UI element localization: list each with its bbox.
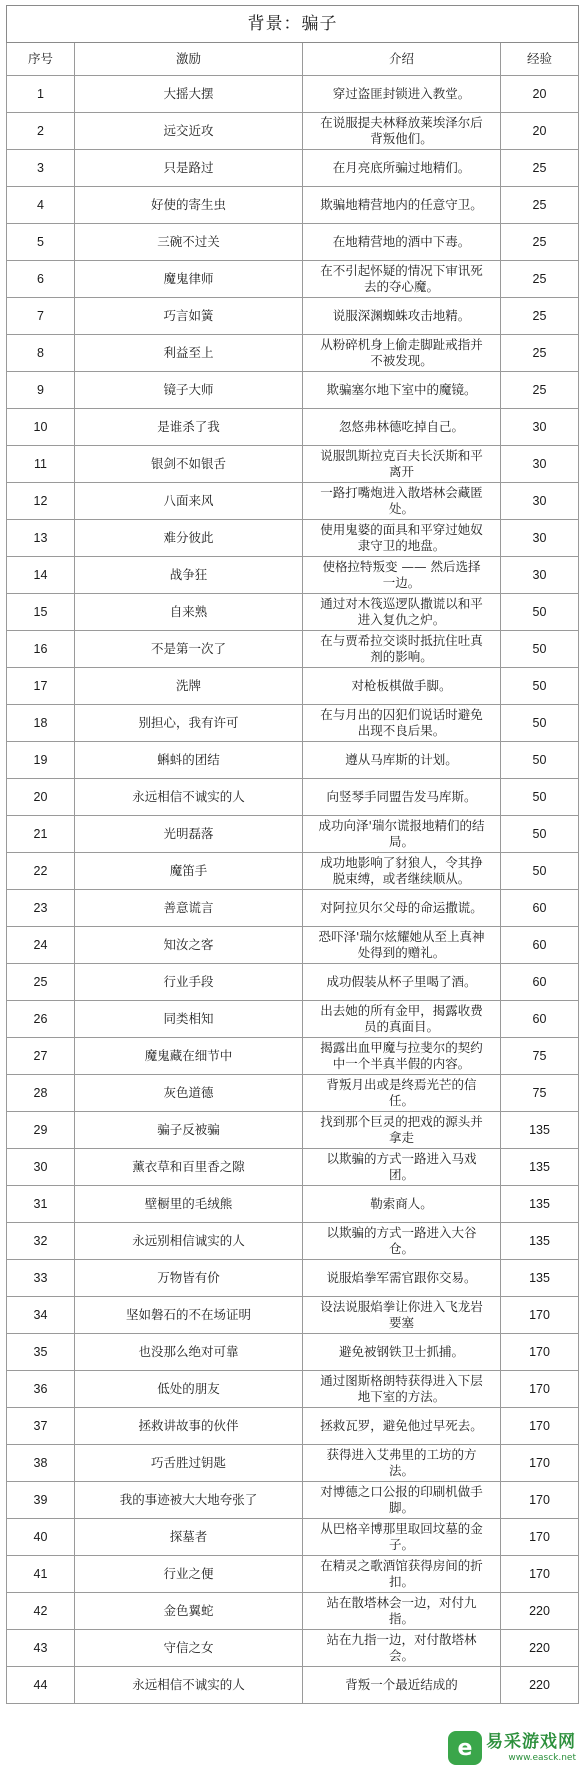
experience-value: 135: [501, 1149, 579, 1186]
achievement-name: 永远相信不诚实的人: [75, 779, 303, 816]
watermark-brand: 易采游戏网: [486, 1731, 576, 1752]
experience-value: 170: [501, 1334, 579, 1371]
achievement-description: 在地精营地的酒中下毒。: [303, 224, 501, 261]
achievement-description: 忽悠弗林德吃掉自己。: [303, 409, 501, 446]
achievement-name: 坚如磐石的不在场证明: [75, 1297, 303, 1334]
achievement-name: 战争狂: [75, 557, 303, 594]
row-index: 4: [7, 187, 75, 224]
site-watermark: [448, 1727, 576, 1769]
achievement-description: 避免被钢铁卫士抓捕。: [303, 1334, 501, 1371]
table-row: [7, 1075, 579, 1112]
row-index: 35: [7, 1334, 75, 1371]
row-index: 25: [7, 964, 75, 1001]
row-index: 39: [7, 1482, 75, 1519]
achievement-description: 背叛月出或是终焉光芒的信任。: [303, 1075, 501, 1112]
achievement-description: 设法说服焰拳让你进入飞龙岩要塞: [303, 1297, 501, 1334]
row-index: 17: [7, 668, 75, 705]
achievement-name: 行业手段: [75, 964, 303, 1001]
experience-value: 220: [501, 1593, 579, 1630]
achievement-description: 在不引起怀疑的情况下审讯死去的夺心魔。: [303, 261, 501, 298]
achievement-description: 勒索商人。: [303, 1186, 501, 1223]
experience-value: 25: [501, 150, 579, 187]
table-row: [7, 409, 579, 446]
row-index: 16: [7, 631, 75, 668]
achievement-name: 魔鬼藏在细节中: [75, 1038, 303, 1075]
row-index: 5: [7, 224, 75, 261]
table-row: [7, 742, 579, 779]
achievement-description: 站在散塔林会一边，对付九指。: [303, 1593, 501, 1630]
experience-value: 25: [501, 261, 579, 298]
experience-value: 30: [501, 483, 579, 520]
table-row: [7, 150, 579, 187]
achievement-name: 永远别相信诚实的人: [75, 1223, 303, 1260]
table-row: [7, 668, 579, 705]
achievement-description: 在精灵之歌酒馆获得房间的折扣。: [303, 1556, 501, 1593]
experience-value: 50: [501, 779, 579, 816]
experience-value: 25: [501, 335, 579, 372]
experience-value: 75: [501, 1038, 579, 1075]
achievement-description: 通过对木筏巡逻队撒谎以和平进入复仇之炉。: [303, 594, 501, 631]
achievement-name: 光明磊落: [75, 816, 303, 853]
achievement-name: 难分彼此: [75, 520, 303, 557]
achievement-name: 同类相知: [75, 1001, 303, 1038]
experience-value: 50: [501, 853, 579, 890]
table-row: [7, 927, 579, 964]
row-index: 8: [7, 335, 75, 372]
achievement-description: 成功地影响了豺狼人，令其挣脱束缚，或者继续顺从。: [303, 853, 501, 890]
header-experience: 经验: [501, 43, 579, 76]
table-row: [7, 1556, 579, 1593]
row-index: 31: [7, 1186, 75, 1223]
achievement-name: 骗子反被骗: [75, 1112, 303, 1149]
row-index: 1: [7, 76, 75, 113]
table-row: [7, 964, 579, 1001]
table-row: [7, 1297, 579, 1334]
achievement-description: 说服焰拳军需官跟你交易。: [303, 1260, 501, 1297]
achievement-description: 一路打嘴炮进入散塔林会藏匿处。: [303, 483, 501, 520]
achievement-name: 巧言如簧: [75, 298, 303, 335]
experience-value: 170: [501, 1556, 579, 1593]
watermark-url: www.easck.net: [508, 1752, 576, 1763]
achievement-name: 薰衣草和百里香之隙: [75, 1149, 303, 1186]
achievement-description: 说服深渊蜘蛛攻击地精。: [303, 298, 501, 335]
table-row: [7, 594, 579, 631]
row-index: 40: [7, 1519, 75, 1556]
row-index: 28: [7, 1075, 75, 1112]
table-row: [7, 1482, 579, 1519]
achievement-description: 以欺骗的方式一路进入大谷仓。: [303, 1223, 501, 1260]
achievement-description: 穿过盗匪封锁进入教堂。: [303, 76, 501, 113]
achievement-name: 探墓者: [75, 1519, 303, 1556]
table-row: [7, 1112, 579, 1149]
achievement-description: 欺骗塞尔地下室中的魔镜。: [303, 372, 501, 409]
achievement-name: 也没那么绝对可靠: [75, 1334, 303, 1371]
experience-value: 135: [501, 1112, 579, 1149]
experience-value: 20: [501, 76, 579, 113]
table-row: [7, 1334, 579, 1371]
row-index: 43: [7, 1630, 75, 1667]
achievement-description: 在与贾希拉交谈时抵抗住吐真剂的影响。: [303, 631, 501, 668]
row-index: 13: [7, 520, 75, 557]
achievement-description: 通过图斯格朗特获得进入下层地下室的方法。: [303, 1371, 501, 1408]
table-row: [7, 1038, 579, 1075]
achievement-name: 知汝之客: [75, 927, 303, 964]
achievement-name: 只是路过: [75, 150, 303, 187]
experience-value: 20: [501, 113, 579, 150]
experience-value: 30: [501, 520, 579, 557]
achievement-description: 成功假装从杯子里喝了酒。: [303, 964, 501, 1001]
experience-value: 25: [501, 372, 579, 409]
achievement-name: 不是第一次了: [75, 631, 303, 668]
row-index: 11: [7, 446, 75, 483]
achievement-name: 洗牌: [75, 668, 303, 705]
achievement-name: 银剑不如银舌: [75, 446, 303, 483]
header-description: 介绍: [303, 43, 501, 76]
experience-value: 135: [501, 1186, 579, 1223]
row-index: 29: [7, 1112, 75, 1149]
achievement-description: 背叛一个最近结成的: [303, 1667, 501, 1704]
achievement-description: 恐吓泽'瑞尔炫耀她从至上真神处得到的赠礼。: [303, 927, 501, 964]
achievement-description: 站在九指一边，对付散塔林会。: [303, 1630, 501, 1667]
table-row: [7, 1001, 579, 1038]
table-row: [7, 1445, 579, 1482]
achievement-name: 三碗不过关: [75, 224, 303, 261]
achievement-description: 从粉碎机身上偷走脚趾戒指并不被发现。: [303, 335, 501, 372]
row-index: 24: [7, 927, 75, 964]
achievement-name: 行业之便: [75, 1556, 303, 1593]
row-index: 41: [7, 1556, 75, 1593]
watermark-text: [486, 1731, 576, 1763]
header-index: 序号: [7, 43, 75, 76]
experience-value: 30: [501, 446, 579, 483]
row-index: 32: [7, 1223, 75, 1260]
achievement-name: 壁橱里的毛绒熊: [75, 1186, 303, 1223]
row-index: 12: [7, 483, 75, 520]
achievement-name: 善意谎言: [75, 890, 303, 927]
experience-value: 170: [501, 1445, 579, 1482]
experience-value: 135: [501, 1260, 579, 1297]
row-index: 36: [7, 1371, 75, 1408]
experience-value: 170: [501, 1482, 579, 1519]
table-row: [7, 1371, 579, 1408]
achievement-name: 好使的寄生虫: [75, 187, 303, 224]
table-row: [7, 520, 579, 557]
row-index: 27: [7, 1038, 75, 1075]
table-title-row: [7, 6, 579, 43]
achievement-description: 使格拉特叛变 —— 然后选择一边。: [303, 557, 501, 594]
experience-value: 50: [501, 594, 579, 631]
achievement-description: 拯救瓦罗，避免他过早死去。: [303, 1408, 501, 1445]
row-index: 33: [7, 1260, 75, 1297]
achievement-name: 永远相信不诚实的人: [75, 1667, 303, 1704]
achievement-description: 对枪板棋做手脚。: [303, 668, 501, 705]
experience-value: 50: [501, 816, 579, 853]
table-row: [7, 446, 579, 483]
experience-value: 170: [501, 1408, 579, 1445]
row-index: 18: [7, 705, 75, 742]
experience-value: 60: [501, 890, 579, 927]
table-row: [7, 557, 579, 594]
table-row: [7, 187, 579, 224]
achievement-name: 蝌蚪的团结: [75, 742, 303, 779]
experience-value: 30: [501, 557, 579, 594]
table-row: [7, 1630, 579, 1667]
table-row: [7, 224, 579, 261]
achievement-description: 获得进入艾弗里的工坊的方法。: [303, 1445, 501, 1482]
row-index: 15: [7, 594, 75, 631]
row-index: 6: [7, 261, 75, 298]
experience-value: 60: [501, 964, 579, 1001]
achievement-description: 对博德之口公报的印刷机做手脚。: [303, 1482, 501, 1519]
table-row: [7, 76, 579, 113]
table-row: [7, 853, 579, 890]
strategy-table-container: [6, 5, 578, 1704]
table-row: [7, 483, 579, 520]
table-row: [7, 1149, 579, 1186]
row-index: 2: [7, 113, 75, 150]
experience-value: 25: [501, 187, 579, 224]
experience-value: 170: [501, 1297, 579, 1334]
experience-value: 50: [501, 705, 579, 742]
experience-value: 220: [501, 1630, 579, 1667]
row-index: 3: [7, 150, 75, 187]
achievement-name: 金色翼蛇: [75, 1593, 303, 1630]
row-index: 10: [7, 409, 75, 446]
experience-value: 135: [501, 1223, 579, 1260]
row-index: 22: [7, 853, 75, 890]
achievement-name: 万物皆有价: [75, 1260, 303, 1297]
experience-value: 30: [501, 409, 579, 446]
table-header-row: [7, 43, 579, 76]
row-index: 21: [7, 816, 75, 853]
achievement-description: 出去她的所有金甲，揭露收费员的真面目。: [303, 1001, 501, 1038]
row-index: 42: [7, 1593, 75, 1630]
experience-value: 220: [501, 1667, 579, 1704]
table-row: [7, 1519, 579, 1556]
achievement-name: 大摇大摆: [75, 76, 303, 113]
table-row: [7, 298, 579, 335]
table-row: [7, 1593, 579, 1630]
achievement-description: 找到那个巨灵的把戏的源头并拿走: [303, 1112, 501, 1149]
achievement-description: 使用鬼婆的面具和平穿过她奴隶守卫的地盘。: [303, 520, 501, 557]
experience-value: 25: [501, 298, 579, 335]
row-index: 37: [7, 1408, 75, 1445]
header-achievement: 激励: [75, 43, 303, 76]
experience-value: 50: [501, 631, 579, 668]
achievement-description: 成功向泽'瑞尔谎报地精们的结局。: [303, 816, 501, 853]
experience-value: 60: [501, 1001, 579, 1038]
table-row: [7, 372, 579, 409]
row-index: 14: [7, 557, 75, 594]
achievement-description: 向竖琴手同盟告发马库斯。: [303, 779, 501, 816]
achievement-name: 利益至上: [75, 335, 303, 372]
easck-e-logo-icon: e: [448, 1731, 482, 1765]
achievement-description: 说服凯斯拉克百夫长沃斯和平离开: [303, 446, 501, 483]
achievement-name: 别担心，我有许可: [75, 705, 303, 742]
achievement-name: 魔笛手: [75, 853, 303, 890]
achievement-name: 我的事迹被大大地夸张了: [75, 1482, 303, 1519]
table-row: [7, 1667, 579, 1704]
achievement-description: 对阿拉贝尔父母的命运撒谎。: [303, 890, 501, 927]
achievement-description: 遵从马库斯的计划。: [303, 742, 501, 779]
achievement-description: 揭露出血甲魔与拉斐尔的契约中一个半真半假的内容。: [303, 1038, 501, 1075]
achievement-description: 在月亮底所骗过地精们。: [303, 150, 501, 187]
row-index: 30: [7, 1149, 75, 1186]
achievement-name: 低处的朋友: [75, 1371, 303, 1408]
table-row: [7, 779, 579, 816]
achievement-name: 巧舌胜过钥匙: [75, 1445, 303, 1482]
achievement-name: 守信之女: [75, 1630, 303, 1667]
experience-value: 170: [501, 1519, 579, 1556]
row-index: 38: [7, 1445, 75, 1482]
achievement-name: 魔鬼律师: [75, 261, 303, 298]
achievement-description: 以欺骗的方式一路进入马戏团。: [303, 1149, 501, 1186]
table-row: [7, 631, 579, 668]
achievement-name: 灰色道德: [75, 1075, 303, 1112]
row-index: 20: [7, 779, 75, 816]
row-index: 19: [7, 742, 75, 779]
table-row: [7, 1408, 579, 1445]
table-row: [7, 261, 579, 298]
achievement-description: 在与月出的囚犯们说话时避免出现不良后果。: [303, 705, 501, 742]
row-index: 7: [7, 298, 75, 335]
table-row: [7, 890, 579, 927]
table-row: [7, 705, 579, 742]
table-row: [7, 816, 579, 853]
experience-value: 170: [501, 1371, 579, 1408]
experience-value: 50: [501, 668, 579, 705]
row-index: 44: [7, 1667, 75, 1704]
row-index: 26: [7, 1001, 75, 1038]
achievement-description: 从巴格辛博那里取回坟墓的金子。: [303, 1519, 501, 1556]
table-row: [7, 1223, 579, 1260]
achievement-description: 在说服提夫林释放莱埃泽尔后背叛他们。: [303, 113, 501, 150]
table-row: [7, 1186, 579, 1223]
achievement-name: 自来熟: [75, 594, 303, 631]
table-body: [7, 76, 579, 1704]
achievement-name: 是谁杀了我: [75, 409, 303, 446]
achievement-name: 远交近攻: [75, 113, 303, 150]
experience-value: 50: [501, 742, 579, 779]
achievement-name: 拯救讲故事的伙伴: [75, 1408, 303, 1445]
experience-value: 75: [501, 1075, 579, 1112]
table-row: [7, 335, 579, 372]
experience-value: 25: [501, 224, 579, 261]
achievement-description: 欺骗地精营地内的任意守卫。: [303, 187, 501, 224]
table-row: [7, 1260, 579, 1297]
achievement-table: [6, 5, 579, 1704]
achievement-name: 八面来风: [75, 483, 303, 520]
table-row: [7, 113, 579, 150]
row-index: 34: [7, 1297, 75, 1334]
achievement-name: 镜子大师: [75, 372, 303, 409]
row-index: 9: [7, 372, 75, 409]
table-title: 背景：骗子: [7, 6, 579, 43]
experience-value: 60: [501, 927, 579, 964]
row-index: 23: [7, 890, 75, 927]
